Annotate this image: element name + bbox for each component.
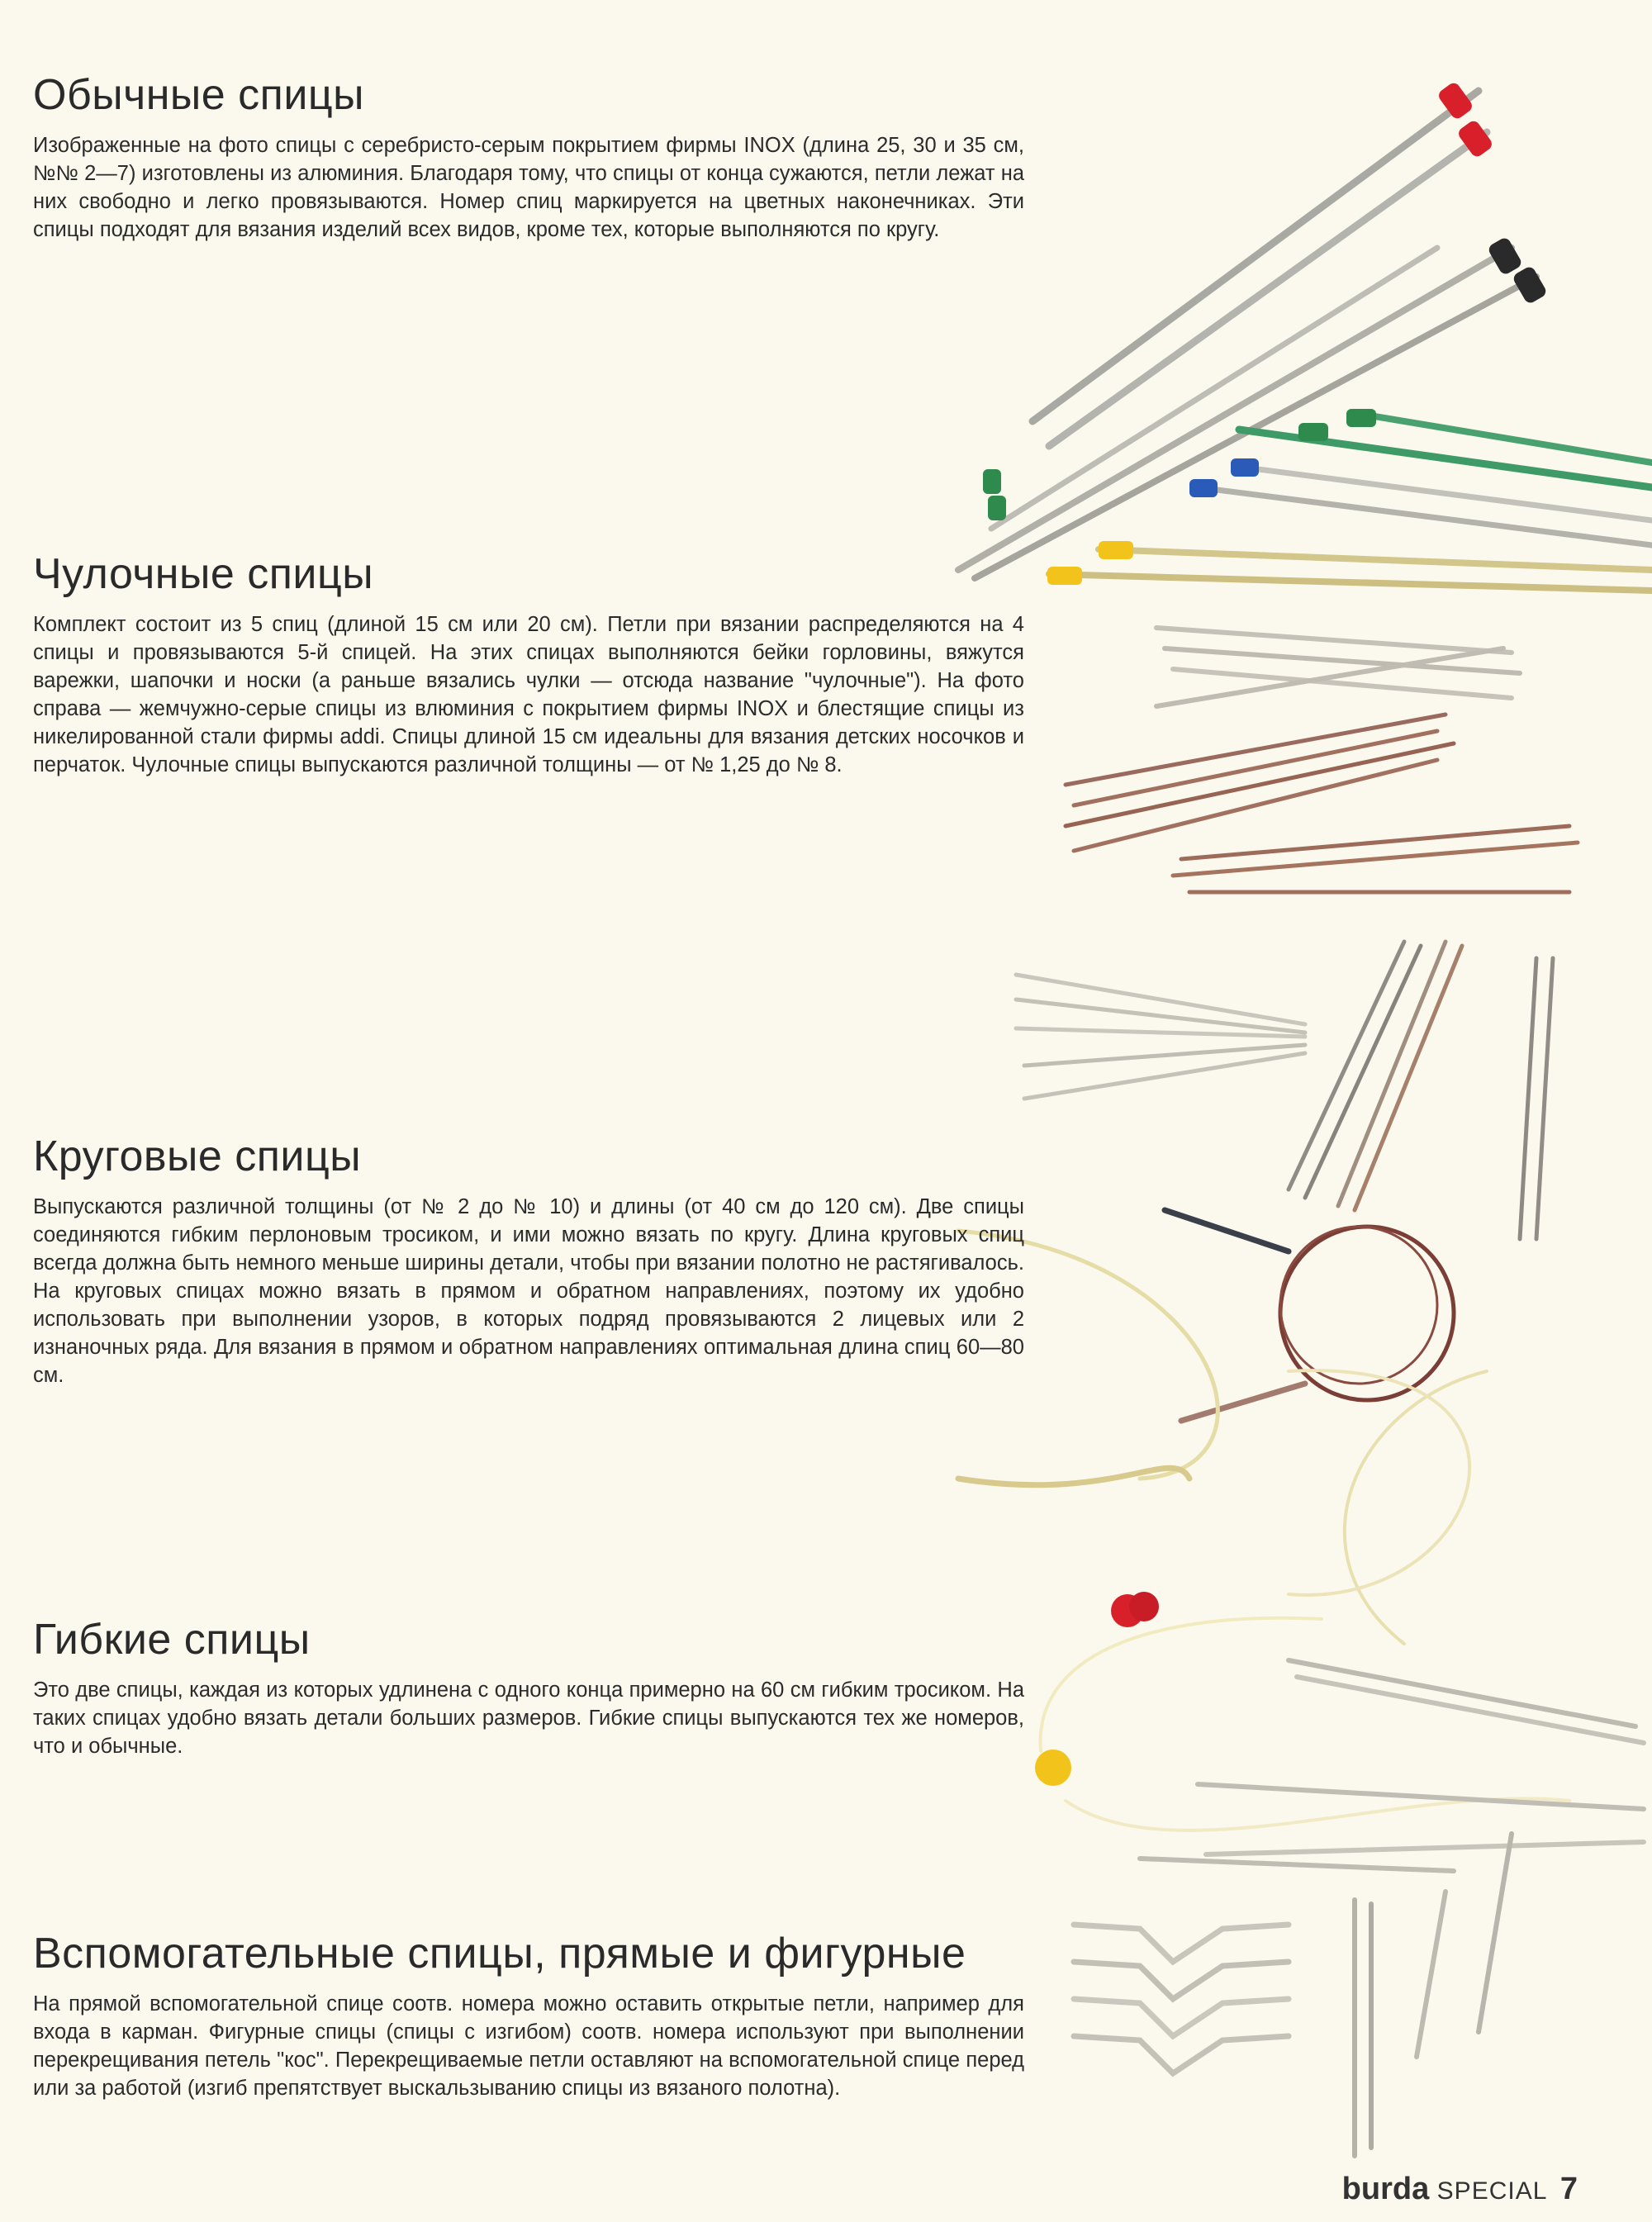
section-text: Изображенные на фото спицы с серебристо-серым покрытием фирмы INOX (длина 25, 30 и 35 см, №№ 2—7) изготовлены из алюминия. Благодаря тому, что спицы от конца сужаются, петли лежат на них свободно и легко провязываются. Номер спиц маркируется на цветных наконечниках. Эти спицы подходят для вязания изделий всех видов, кроме тех, которые выполняются по кругу. xyxy=(33,134,1024,241)
brand-logo: burda xyxy=(1341,2172,1430,2206)
page-footer xyxy=(1342,2172,1578,2207)
straight-needles xyxy=(958,81,1652,591)
section-text: На прямой вспомогательной спице соотв. номера можно оставить открытые петли, например для входа в карман. Фигурные спицы (спицы с изгибом) соотв. номера используют при выполнении перекрещивания петель "кос". Перекрещиваемые петли оставляют на вспомогательной спице перед или за работой (изгиб препятствует выскальзыванию спицы из вязаного полотна). xyxy=(33,1992,1024,2100)
section-title: Чулочные спицы xyxy=(33,550,374,598)
section-text: Комплект состоит из 5 спиц (длиной 15 см или 20 см). Петли при вязании распределяются на 4 спицы и провязываются 5-й спицей. На этих спицах выполняются бейки горловины, вяжутся варежки, шапочки и носки (а раньше вязались чулки — отсюда название "чулочные"). На фото справа — жемчужно-серые спицы из влюминия с покрытием фирмы INOX и блестящие спицы из никелированной стали фирмы addi. Спицы длиной 15 см идеальны для вязания детских носочков и перчаток. Чулочные спицы выпускаются различной толщины — от № 1,25 до № 8. xyxy=(33,613,1024,776)
section-title: Гибкие спицы xyxy=(33,1616,311,1664)
section-title: Обычные спицы xyxy=(33,71,365,119)
cable-needles xyxy=(1074,1834,1512,2156)
section-title: Круговые спицы xyxy=(33,1132,362,1180)
section-double-pointed-needles xyxy=(33,549,1024,779)
double-pointed-needles xyxy=(1016,628,1578,1239)
section-cable-needles xyxy=(33,1929,1024,2102)
section-title: Вспомогательные спицы, прямые и фигурные xyxy=(33,1930,966,1977)
circular-needles xyxy=(958,1210,1487,1644)
flexible-needles xyxy=(1035,1592,1644,1871)
page-number: 7 xyxy=(1559,2172,1578,2206)
section-text: Это две спицы, каждая из которых удлинена с одного конца примерно на 60 см гибким тросиком. На таких спицах удобно вязать детали больших размеров. Гибкие спицы выпускаются тех же номеров, что и обычные. xyxy=(33,1678,1024,1758)
brand-special: SPECIAL xyxy=(1436,2177,1548,2205)
section-flexible-needles xyxy=(33,1615,1024,1760)
section-text: Выпускаются различной толщины (от № 2 до № 10) и длины (от 40 см до 120 см). Две спицы соединяются гибким перлоновым тросиком, и ими можно вязать по кругу. Длина круговых спиц всегда должна быть немного меньше ширины детали, чтобы при вязании полотно не растягивалось. На круговых спицах можно вязать в прямом и обратном направлениях, поэтому их удобно использовать при выполнении узоров, в которых подряд провязываются 2 лицевых или 2 изнаночных ряда. Для вязания в прямом и обратном направлениях оптимальная длина спиц 60—80 см. xyxy=(33,1195,1024,1387)
section-circular-needles xyxy=(33,1132,1024,1389)
section-regular-needles xyxy=(33,70,1024,244)
